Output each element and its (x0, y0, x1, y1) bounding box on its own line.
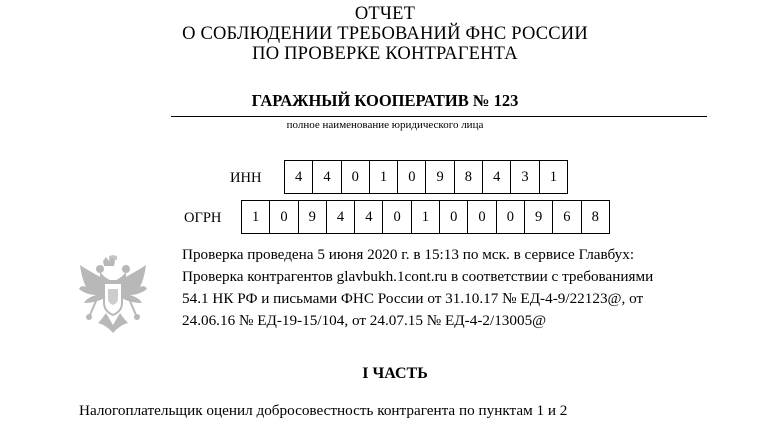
organization-name-caption: полное наименование юридического лица (286, 119, 484, 131)
ogrn-digit-boxes (241, 200, 610, 234)
inn-digit: 8 (455, 160, 483, 194)
organization-name: ГАРАЖНЫЙ КООПЕРАТИВ № 123 (251, 91, 519, 110)
report-subtitle-line-2: ПО ПРОВЕРКЕ КОНТРАГЕНТА (252, 44, 518, 64)
check-info-line: 24.06.16 № ЕД-19-15/104, от 24.07.15 № ЕД-4-2/13005@ (182, 312, 547, 329)
inn-digit-boxes (284, 160, 568, 194)
inn-digit: 9 (426, 160, 454, 194)
check-info-paragraph (182, 244, 722, 332)
ogrn-digit: 8 (582, 200, 610, 234)
inn-digit: 4 (483, 160, 511, 194)
ogrn-label: ОГРН (184, 210, 222, 226)
inn-label: ИНН (230, 170, 262, 186)
taxpayer-assessment-text: Налогоплательщик оценил добросовестность контрагента по пунктам 1 и 2 (79, 402, 568, 419)
check-info-line: 54.1 НК РФ и письмами ФНС России от 31.10.17 № ЕД-4-9/22123@, от (182, 290, 644, 307)
ogrn-digit: 0 (497, 200, 525, 234)
inn-digit: 0 (398, 160, 426, 194)
ogrn-digit: 1 (242, 200, 270, 234)
ogrn-digit: 1 (412, 200, 440, 234)
check-info-line: Проверка проведена 5 июня 2020 г. в 15:13 по мск. в сервисе Главбух: (182, 246, 635, 263)
inn-digit: 3 (511, 160, 539, 194)
report-title: ОТЧЕТ (354, 4, 416, 24)
ogrn-digit: 4 (327, 200, 355, 234)
inn-digit: 1 (370, 160, 398, 194)
organization-underline (171, 116, 707, 117)
ogrn-digit: 9 (299, 200, 327, 234)
fns-emblem-icon (78, 255, 148, 335)
inn-digit: 0 (342, 160, 370, 194)
ogrn-digit: 6 (553, 200, 581, 234)
section-title: I ЧАСТЬ (362, 365, 428, 382)
report-subtitle-line-1: О СОБЛЮДЕНИИ ТРЕБОВАНИЙ ФНС РОССИИ (182, 24, 588, 44)
ogrn-digit: 0 (440, 200, 468, 234)
ogrn-digit: 0 (468, 200, 496, 234)
ogrn-digit: 9 (525, 200, 553, 234)
ogrn-digit: 0 (270, 200, 298, 234)
ogrn-digit: 4 (355, 200, 383, 234)
ogrn-digit: 0 (383, 200, 411, 234)
inn-digit: 4 (313, 160, 341, 194)
inn-digit: 4 (285, 160, 313, 194)
check-info-line: Проверка контрагентов glavbukh.1cont.ru в соответствии с требованиями (182, 268, 654, 285)
inn-digit: 1 (540, 160, 568, 194)
